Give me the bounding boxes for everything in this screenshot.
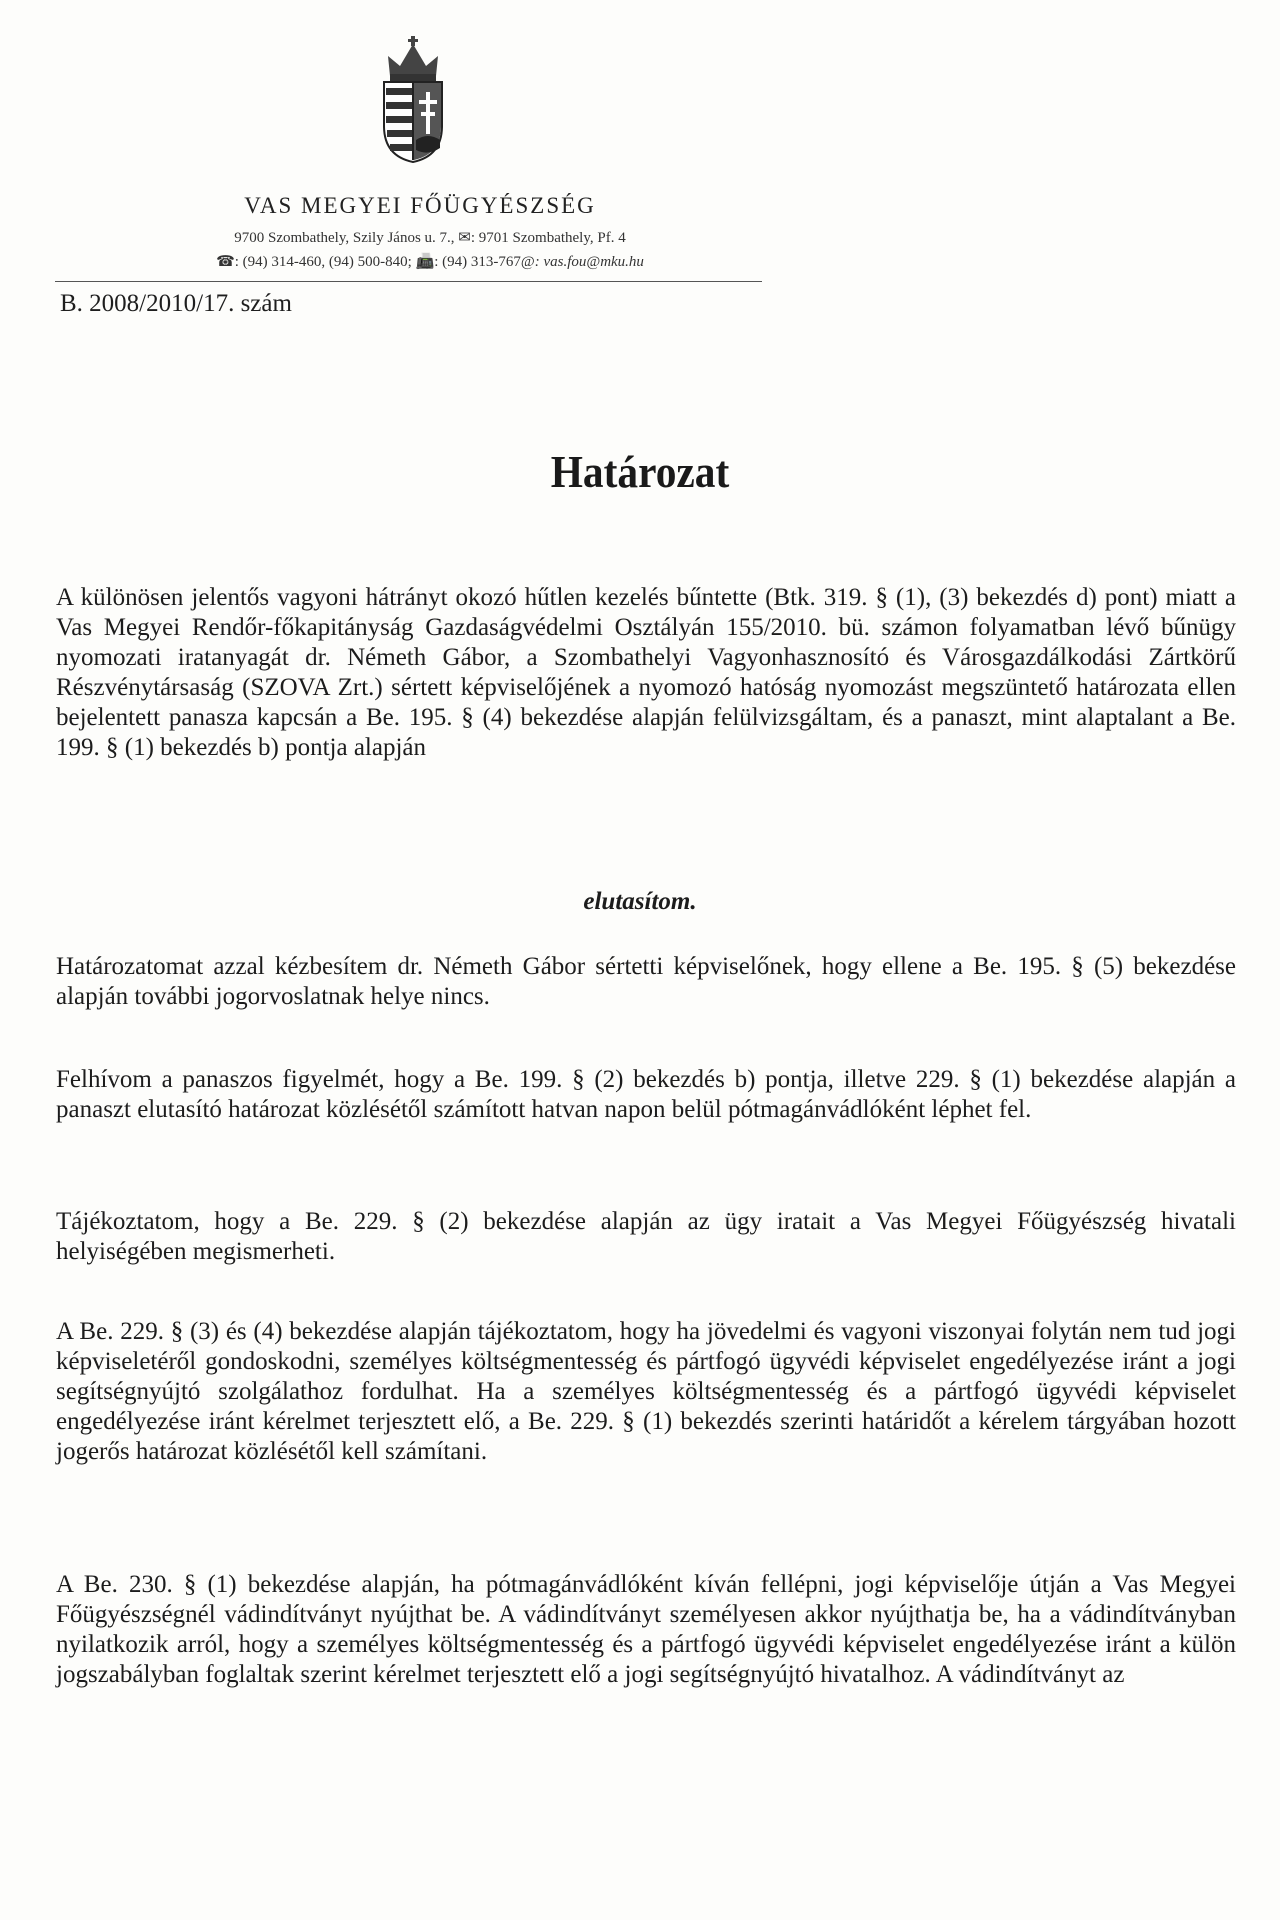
street-address: 9700 Szombathely, Szily János u. 7.,	[234, 230, 455, 246]
phone-numbers: : (94) 314-460, (94) 500-840;	[234, 254, 412, 270]
hungarian-coat-of-arms-icon	[378, 36, 448, 164]
paragraph-1: A különösen jelentős vagyoni hátrányt okozó hűtlen kezelés bűntette (Btk. 319. § (1), (3) bekezdés d) pont) miatt a Vas Megyei Rendőr-főkapitányság Gazdaságvédelmi Osztályán 155/2010. bü. számon folyamatban lévő bűnügy nyomozati iratanyagát dr. Németh Gábor, a Szombathelyi Vagyonhasznosító és Városgazdálkodási Zártkörű Részvénytársaság (SZOVA Zrt.) sértett képviselőjének a nyomozó hatóság nyomozást megszüntető határozata ellen bejelentett panasza kapcsán a Be. 195. § (4) bekezdése alapján felülvizsgáltam, és a panaszt, mint alaptalant a Be. 199. § (1) bekezdés b) pontja alapján	[56, 584, 1236, 761]
paragraph-6: A Be. 230. § (1) bekezdése alapján, ha pótmagánvádlóként kíván fellépni, jogi képviselője útján a Vas Megyei Főügyészségnél vádindítványt nyújthat be. A vádindítványt személyesen akkor nyújthatja be, ha a vádindítványban nyilatkozik arról, hogy a személyes költségmentesség és a pártfogó ügyvédi képviselet engedélyezése iránt a külön jogszabályban foglaltak szerint kérelmet terjesztett elő a jogi segítségnyújtó hivatalhoz. A vádindítványt az	[56, 1571, 1236, 1688]
paragraph-4: Tájékoztatom, hogy a Be. 229. § (2) bekezdése alapján az ügy iratait a Vas Megyei Főügyészség hivatali helyiségében megismerheti.	[56, 1208, 1236, 1265]
document-title: Határozat	[550, 446, 730, 497]
paragraph-2: Határozatomat azzal kézbesítem dr. Németh Gábor sértetti képviselőnek, hogy ellene a Be. 195. § (5) bekezdése alapján további jogorvoslatnak helye nincs.	[56, 953, 1236, 1010]
organization-name: VAS MEGYEI FŐÜGYÉSZSÉG	[244, 193, 596, 218]
address-line	[100, 228, 760, 247]
email-address: : vas.fou@mku.hu	[534, 254, 644, 270]
phone-icon: ☎	[216, 254, 235, 270]
postal-address: : 9701 Szombathely, Pf. 4	[470, 230, 626, 246]
envelope-icon: ✉	[458, 230, 471, 246]
at-icon: @	[520, 254, 535, 270]
fax-number: : (94) 313-767	[434, 254, 521, 270]
fax-icon: 📠	[415, 254, 435, 270]
letterhead-divider	[55, 281, 762, 282]
paragraph-3: Felhívom a panaszos figyelmét, hogy a Be. 199. § (2) bekezdés b) pontja, illetve 229. § (1) bekezdése alapján a panaszt elutasító határozat közlésétől számított hatvan napon belül pótmagánvádlóként léphet fel.	[56, 1066, 1236, 1123]
document-number: B. 2008/2010/17. szám	[60, 290, 292, 317]
contact-line	[100, 252, 760, 271]
decision-text: elutasítom.	[583, 888, 697, 915]
paragraph-5: A Be. 229. § (3) és (4) bekezdése alapján tájékoztatom, hogy ha jövedelmi és vagyoni viszonyai folytán nem tud jogi képviseletéről gondoskodni, személyes költségmentesség és pártfogó ügyvédi képviselet engedélyezése iránt a jogi segítségnyújtó szolgálathoz fordulhat. Ha a személyes költségmentesség és a pártfogó ügyvédi képviselet engedélyezése iránt kérelmet terjesztett elő, a Be. 229. § (1) bekezdés szerinti határidőt a kérelem tárgyában hozott jogerős határozat közlésétől kell számítani.	[56, 1318, 1236, 1465]
